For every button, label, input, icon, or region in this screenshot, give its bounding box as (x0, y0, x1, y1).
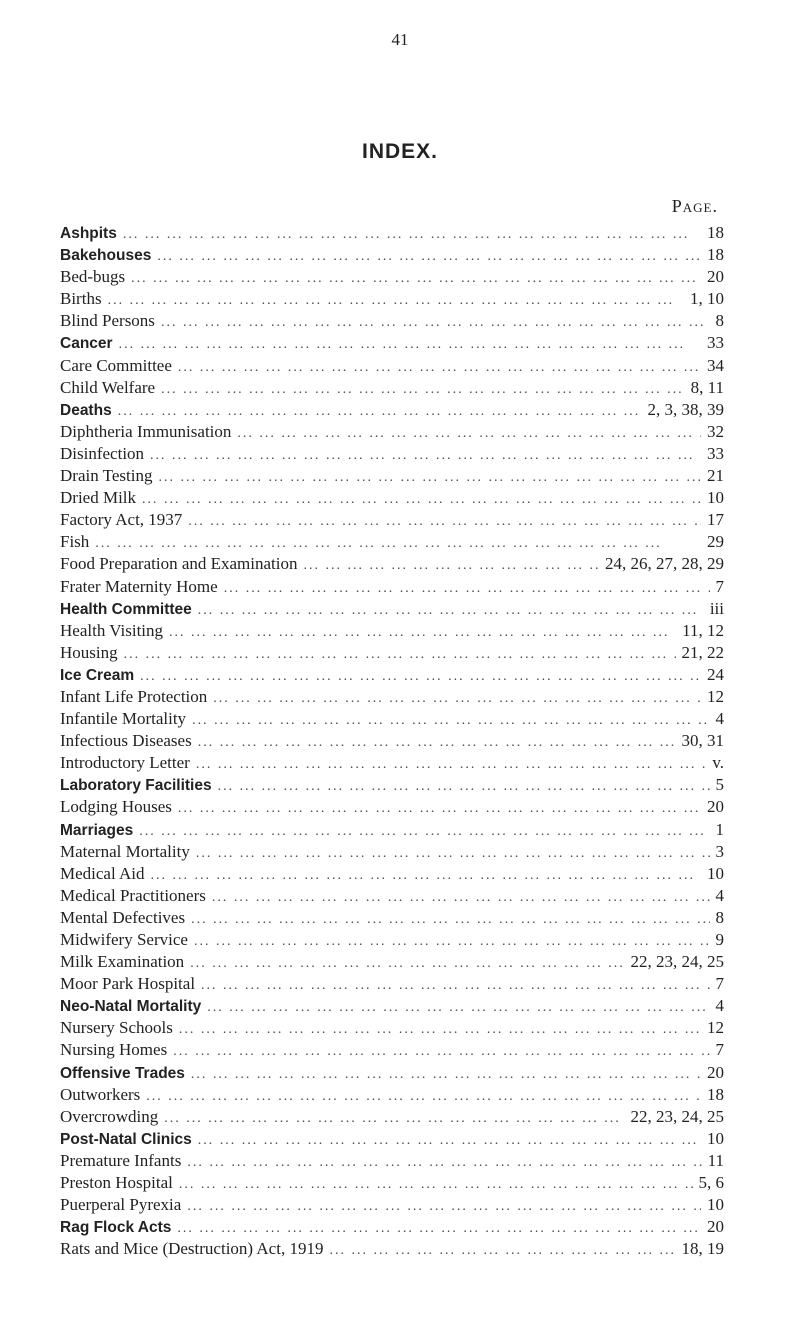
entry-term: Frater Maternity Home (60, 576, 218, 596)
index-entry (60, 553, 724, 575)
entry-page-ref: 7 (715, 974, 724, 994)
dot-leader (131, 268, 701, 290)
entry-page-ref: 8, 11 (690, 377, 724, 397)
dot-leader (119, 334, 701, 356)
entry-page-ref: 7 (715, 576, 724, 596)
index-entry (60, 421, 724, 443)
index-entry (60, 686, 724, 708)
dot-leader (213, 688, 701, 710)
entry-page-ref: 18, 19 (681, 1239, 724, 1259)
dot-leader (224, 578, 710, 600)
entry-term: Midwifery Service (60, 930, 188, 949)
entry-term: Outworkers (60, 1084, 141, 1104)
entry-term: Cancer (60, 335, 113, 353)
entry-page-ref: 10 (707, 1128, 724, 1148)
entry-page-ref: v. (712, 753, 724, 773)
dot-leader (161, 312, 710, 334)
entry-term: Milk Examination (60, 952, 185, 972)
entry-term: Laboratory Facilities (60, 777, 212, 795)
dot-leader (190, 953, 624, 975)
index-entry (60, 509, 724, 531)
dot-leader (142, 489, 701, 511)
index-entry (60, 863, 724, 885)
entry-term: Preston Hospital (60, 1173, 173, 1193)
entry-page-ref: 12 (707, 1018, 724, 1038)
entry-term: Infectious Diseases (60, 731, 192, 751)
index-entry (60, 266, 724, 288)
index-entry (60, 752, 724, 774)
dot-leader (95, 533, 701, 555)
index-entry (60, 819, 724, 841)
index-title: INDEX. (361, 140, 438, 163)
index-entry (60, 310, 724, 332)
entry-term: Food Preparation and Examination (60, 554, 298, 574)
entry-term: Puerperal Pyrexia (60, 1195, 182, 1215)
dot-leader (146, 1086, 701, 1108)
entry-term: Factory Act, 1937 (60, 510, 183, 530)
entry-term: Blind Persons (60, 311, 155, 331)
page-column-header: Page. (671, 196, 718, 216)
dot-leader (150, 445, 701, 467)
entry-term: Ice Cream (60, 666, 135, 684)
dot-leader (192, 710, 709, 732)
entry-page-ref: 10 (707, 1195, 724, 1215)
entry-term: Mental Defectives (60, 907, 186, 927)
dot-leader (118, 401, 642, 423)
entry-term: Bakehouses (60, 247, 152, 265)
entry-term: Rats and Mice (Destruction) Act, 1919 (60, 1239, 324, 1259)
index-entry (60, 885, 724, 907)
entry-term: Infant Life Protection (60, 686, 208, 706)
index-entry (60, 598, 724, 620)
entry-page-ref: 4 (715, 709, 724, 729)
index-entry (60, 531, 724, 553)
page-number: 41 (391, 30, 409, 49)
index-entry (60, 1172, 724, 1194)
dot-leader (191, 1064, 701, 1086)
index-entry (60, 465, 724, 487)
entry-page-ref: 24, 26, 27, 28, 29 (605, 554, 724, 574)
entry-term: Care Committee (60, 355, 172, 375)
entry-page-ref: 18 (707, 1084, 724, 1104)
dot-leader (303, 555, 599, 577)
entry-page-ref: iii (709, 598, 724, 618)
entry-page-ref: 22, 23, 24, 25 (630, 1106, 724, 1126)
entry-term: Disinfection (60, 443, 145, 463)
dot-leader (329, 1240, 675, 1262)
index-entry (60, 1039, 724, 1061)
dot-leader (157, 246, 701, 268)
dot-leader (212, 887, 710, 909)
entry-page-ref: 22, 23, 24, 25 (630, 952, 724, 972)
entry-page-ref: 21 (707, 466, 724, 486)
entry-page-ref: 32 (707, 421, 724, 441)
entry-page-ref: 24 (707, 664, 724, 684)
index-entry (60, 222, 724, 244)
index-entry (60, 1062, 724, 1084)
dot-leader (196, 843, 710, 865)
index-entries (60, 222, 724, 1260)
index-entry (60, 796, 724, 818)
index-entry (60, 1106, 724, 1128)
dot-leader (218, 776, 710, 798)
entry-page-ref: 21, 22 (681, 642, 724, 662)
index-entry (60, 487, 724, 509)
index-entry (60, 907, 724, 929)
dot-leader (191, 909, 709, 931)
entry-page-ref: 29 (707, 532, 724, 552)
index-entry (60, 1017, 724, 1039)
index-entry (60, 1238, 724, 1260)
dot-leader (178, 798, 701, 820)
entry-page-ref: 12 (707, 686, 724, 706)
dot-leader (198, 1130, 701, 1152)
index-entry (60, 951, 724, 973)
index-entry (60, 929, 724, 951)
entry-page-ref: 9 (715, 930, 724, 949)
entry-page-ref: 30, 31 (681, 731, 724, 751)
index-entry (60, 642, 724, 664)
dot-leader (194, 931, 710, 953)
entry-page-ref: 5, 6 (698, 1173, 724, 1193)
entry-page-ref: 33 (707, 443, 724, 463)
entry-term: Drain Testing (60, 466, 153, 486)
entry-page-ref: 11, 12 (682, 620, 724, 640)
dot-leader (140, 666, 701, 688)
dot-leader (169, 622, 676, 644)
dot-leader (179, 1019, 701, 1041)
dot-leader (179, 1174, 693, 1196)
dot-leader (201, 975, 709, 997)
entry-term: Marriages (60, 821, 134, 839)
entry-page-ref: 17 (707, 510, 724, 530)
entry-term: Lodging Houses (60, 797, 172, 817)
entry-term: Nursery Schools (60, 1018, 173, 1038)
entry-term: Rag Flock Acts (60, 1219, 172, 1237)
entry-page-ref: 34 (707, 355, 724, 375)
entry-term: Offensive Trades (60, 1064, 185, 1082)
index-entry (60, 244, 724, 266)
entry-term: Overcrowding (60, 1106, 159, 1126)
entry-term: Premature Infants (60, 1150, 182, 1170)
entry-term: Ashpits (60, 225, 117, 242)
entry-term: Housing (60, 642, 118, 662)
entry-term: Medical Aid (60, 863, 145, 883)
dot-leader (151, 865, 701, 887)
dot-leader (187, 1196, 701, 1218)
index-entry (60, 576, 724, 598)
entry-page-ref: 20 (707, 797, 724, 817)
index-entry (60, 1150, 724, 1172)
index-entry (60, 377, 724, 399)
entry-page-ref: 18 (707, 245, 724, 265)
entry-page-ref: 2, 3, 38, 39 (647, 399, 724, 419)
index-entry (60, 1216, 724, 1238)
entry-term: Neo-Natal Mortality (60, 998, 202, 1016)
index-entry (60, 399, 724, 421)
entry-page-ref: 20 (707, 1062, 724, 1082)
entry-page-ref: 10 (707, 488, 724, 508)
entry-page-ref: 3 (715, 841, 724, 861)
index-entry (60, 443, 724, 465)
index-entry (60, 1128, 724, 1150)
dot-leader (237, 423, 701, 445)
entry-term: Diphtheria Immunisation (60, 421, 232, 441)
index-entry (60, 664, 724, 686)
dot-leader (188, 511, 701, 533)
dot-leader (187, 1152, 701, 1174)
entry-page-ref: 5 (715, 775, 724, 795)
entry-page-ref: 1, 10 (690, 289, 724, 309)
entry-term: Dried Milk (60, 488, 137, 508)
entry-term: Medical Practitioners (60, 885, 206, 905)
entry-page-ref: 10 (707, 863, 724, 883)
entry-term: Child Welfare (60, 377, 156, 397)
entry-term: Maternal Mortality (60, 841, 190, 861)
index-entry (60, 730, 724, 752)
index-entry (60, 332, 724, 354)
index-entry (60, 774, 724, 796)
index-entry (60, 973, 724, 995)
entry-page-ref: 7 (715, 1040, 724, 1060)
entry-term: Infantile Mortality (60, 709, 187, 729)
entry-term: Deaths (60, 401, 112, 419)
entry-page-ref: 8 (715, 311, 724, 331)
dot-leader (123, 224, 701, 246)
entry-term: Births (60, 289, 102, 309)
entry-term: Fish (60, 532, 90, 552)
dot-leader (124, 644, 676, 666)
index-entry (60, 620, 724, 642)
dot-leader (164, 1108, 624, 1130)
entry-page-ref: 4 (715, 996, 724, 1016)
dot-leader (139, 821, 709, 843)
dot-leader (198, 732, 676, 754)
entry-page-ref: 11 (707, 1150, 724, 1170)
dot-leader (178, 357, 701, 379)
index-entry (60, 841, 724, 863)
entry-page-ref: 33 (707, 333, 724, 353)
index-entry (60, 288, 724, 310)
entry-term: Introductory Letter (60, 753, 190, 773)
dot-leader (198, 600, 704, 622)
entry-term: Health Committee (60, 600, 192, 618)
dot-leader (207, 997, 709, 1019)
entry-page-ref: 8 (715, 907, 724, 927)
entry-page-ref: 1 (715, 819, 724, 839)
entry-term: Bed-bugs (60, 267, 126, 287)
entry-term: Moor Park Hospital (60, 974, 196, 994)
dot-leader (173, 1041, 709, 1063)
dot-leader (108, 290, 684, 312)
entry-term: Post-Natal Clinics (60, 1130, 192, 1148)
index-entry (60, 355, 724, 377)
index-entry (60, 995, 724, 1017)
index-entry (60, 1084, 724, 1106)
entry-page-ref: 4 (715, 885, 724, 905)
index-entry (60, 1194, 724, 1216)
entry-page-ref: 20 (707, 1217, 724, 1237)
dot-leader (158, 467, 701, 489)
dot-leader (177, 1218, 701, 1240)
dot-leader (161, 379, 685, 401)
dot-leader (196, 754, 707, 776)
entry-page-ref: 18 (707, 223, 724, 242)
index-entry (60, 708, 724, 730)
entry-page-ref: 20 (707, 267, 724, 287)
entry-term: Nursing Homes (60, 1040, 168, 1060)
entry-term: Health Visiting (60, 620, 164, 640)
